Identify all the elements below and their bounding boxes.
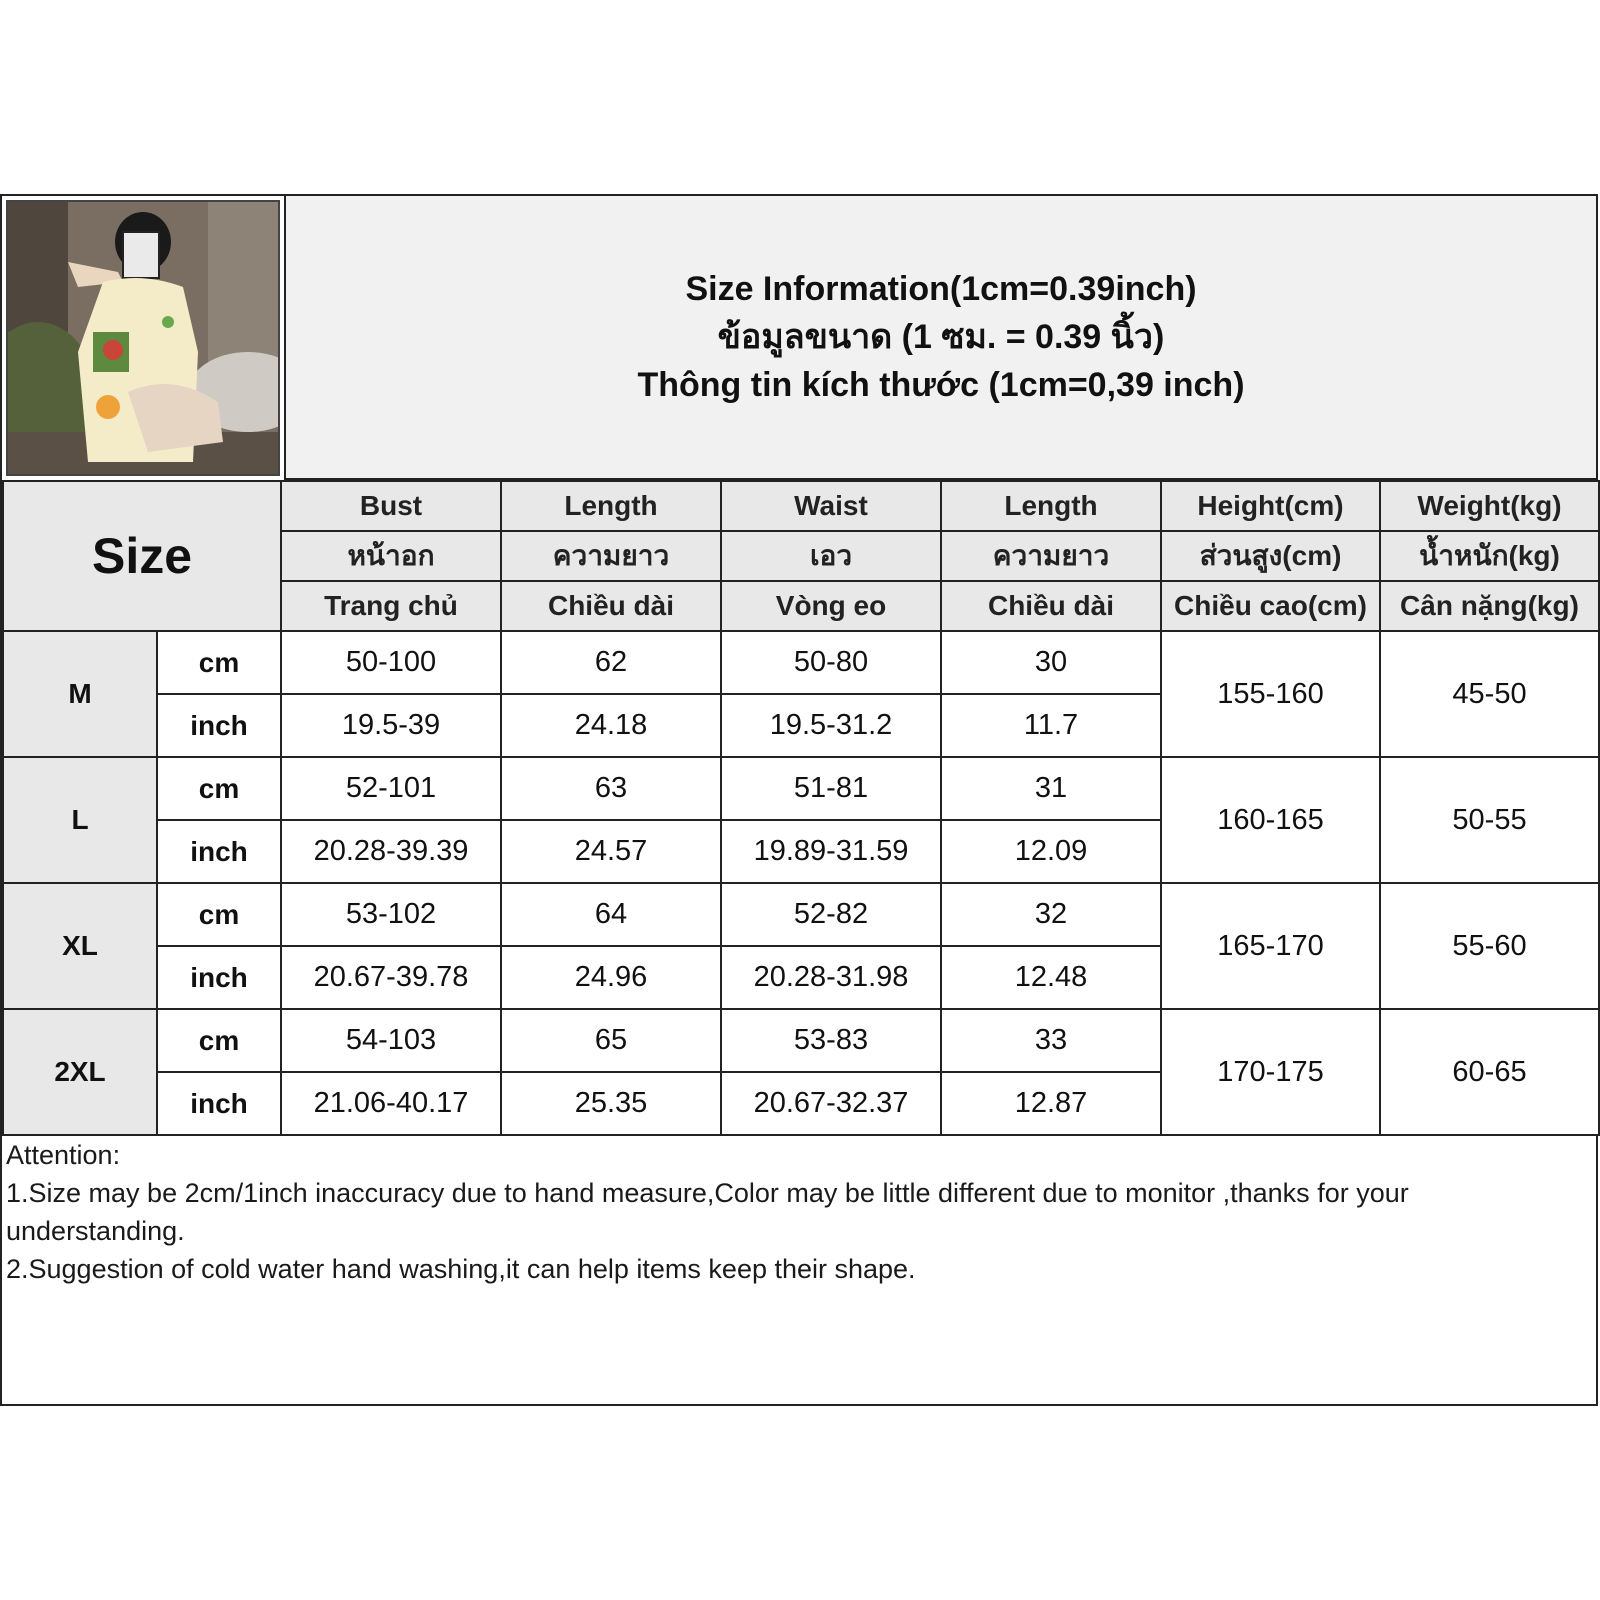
height-cell: 160-165: [1161, 757, 1380, 883]
unit-label: inch: [157, 1072, 281, 1135]
table-cell: 12.48: [941, 946, 1161, 1009]
table-cell: 31: [941, 757, 1161, 820]
table-cell: 21.06-40.17: [281, 1072, 501, 1135]
notes-line-2: 2.Suggestion of cold water hand washing,it can help items keep their shape.: [6, 1254, 916, 1284]
unit-label: cm: [157, 631, 281, 694]
header-title-vietnamese: Thông tin kích thước (1cm=0,39 inch): [637, 366, 1245, 404]
unit-label: inch: [157, 694, 281, 757]
column-header: Length: [941, 481, 1161, 531]
table-cell: 19.89-31.59: [721, 820, 941, 883]
column-header: Weight(kg): [1380, 481, 1599, 531]
table-row: [3, 631, 1599, 694]
weight-cell: 45-50: [1380, 631, 1599, 757]
column-header: Bust: [281, 481, 501, 531]
table-cell: 19.5-31.2: [721, 694, 941, 757]
table-row: [3, 883, 1599, 946]
column-header: Chiều dài: [501, 581, 721, 631]
table-cell: 65: [501, 1009, 721, 1072]
table-cell: 53-83: [721, 1009, 941, 1072]
notes-line-1: 1.Size may be 2cm/1inch inaccuracy due to hand measure,Color may be little different due to monitor ,thanks for your understanding.: [6, 1178, 1409, 1246]
column-header: Waist: [721, 481, 941, 531]
header-title-english: Size Information(1cm=0.39inch): [685, 270, 1197, 308]
table-cell: 20.67-32.37: [721, 1072, 941, 1135]
table-cell: 11.7: [941, 694, 1161, 757]
column-header: Chiều dài: [941, 581, 1161, 631]
table-cell: 53-102: [281, 883, 501, 946]
table-cell: 30: [941, 631, 1161, 694]
column-header: ความยาว: [941, 531, 1161, 581]
unit-label: inch: [157, 946, 281, 1009]
table-cell: 12.09: [941, 820, 1161, 883]
column-header: Height(cm): [1161, 481, 1380, 531]
table-cell: 52-82: [721, 883, 941, 946]
size-column-title: Size: [3, 481, 281, 631]
column-header: หน้าอก: [281, 531, 501, 581]
table-cell: 24.96: [501, 946, 721, 1009]
table-cell: 51-81: [721, 757, 941, 820]
table-cell: 19.5-39: [281, 694, 501, 757]
notes-title: Attention:: [6, 1140, 121, 1170]
unit-label: cm: [157, 1009, 281, 1072]
column-header: Vòng eo: [721, 581, 941, 631]
column-header: Length: [501, 481, 721, 531]
table-cell: 32: [941, 883, 1161, 946]
size-table: [2, 480, 1600, 1136]
column-header: Cân nặng(kg): [1380, 581, 1599, 631]
table-cell: 63: [501, 757, 721, 820]
table-cell: 50-100: [281, 631, 501, 694]
table-cell: 24.18: [501, 694, 721, 757]
height-cell: 165-170: [1161, 883, 1380, 1009]
product-photo-illustration: [8, 202, 278, 474]
table-cell: 62: [501, 631, 721, 694]
table-cell: 20.67-39.78: [281, 946, 501, 1009]
table-cell: 12.87: [941, 1072, 1161, 1135]
table-cell: 33: [941, 1009, 1161, 1072]
weight-cell: 60-65: [1380, 1009, 1599, 1135]
column-header: Trang chủ: [281, 581, 501, 631]
size-label: 2XL: [3, 1009, 157, 1135]
header-title-thai: ข้อมูลขนาด (1 ซม. = 0.39 นิ้ว): [717, 318, 1165, 356]
unit-label: cm: [157, 883, 281, 946]
table-cell: 20.28-39.39: [281, 820, 501, 883]
table-cell: 52-101: [281, 757, 501, 820]
size-label: XL: [3, 883, 157, 1009]
column-header: เอว: [721, 531, 941, 581]
attention-notes: [6, 1136, 1588, 1288]
column-header: น้ำหนัก(kg): [1380, 531, 1599, 581]
unit-label: inch: [157, 820, 281, 883]
column-header: Chiều cao(cm): [1161, 581, 1380, 631]
table-cell: 50-80: [721, 631, 941, 694]
height-cell: 170-175: [1161, 1009, 1380, 1135]
weight-cell: 55-60: [1380, 883, 1599, 1009]
table-row: [3, 757, 1599, 820]
table-cell: 54-103: [281, 1009, 501, 1072]
table-cell: 20.28-31.98: [721, 946, 941, 1009]
unit-label: cm: [157, 757, 281, 820]
product-photo: [6, 200, 280, 476]
table-cell: 64: [501, 883, 721, 946]
column-header: ความยาว: [501, 531, 721, 581]
table-cell: 25.35: [501, 1072, 721, 1135]
weight-cell: 50-55: [1380, 757, 1599, 883]
column-header: ส่วนสูง(cm): [1161, 531, 1380, 581]
size-label: M: [3, 631, 157, 757]
size-chart-sheet: [0, 194, 1598, 1406]
size-label: L: [3, 757, 157, 883]
size-info-header: [284, 196, 1596, 480]
table-row: [3, 1009, 1599, 1072]
table-cell: 24.57: [501, 820, 721, 883]
height-cell: 155-160: [1161, 631, 1380, 757]
header-row-english: [3, 481, 1599, 531]
